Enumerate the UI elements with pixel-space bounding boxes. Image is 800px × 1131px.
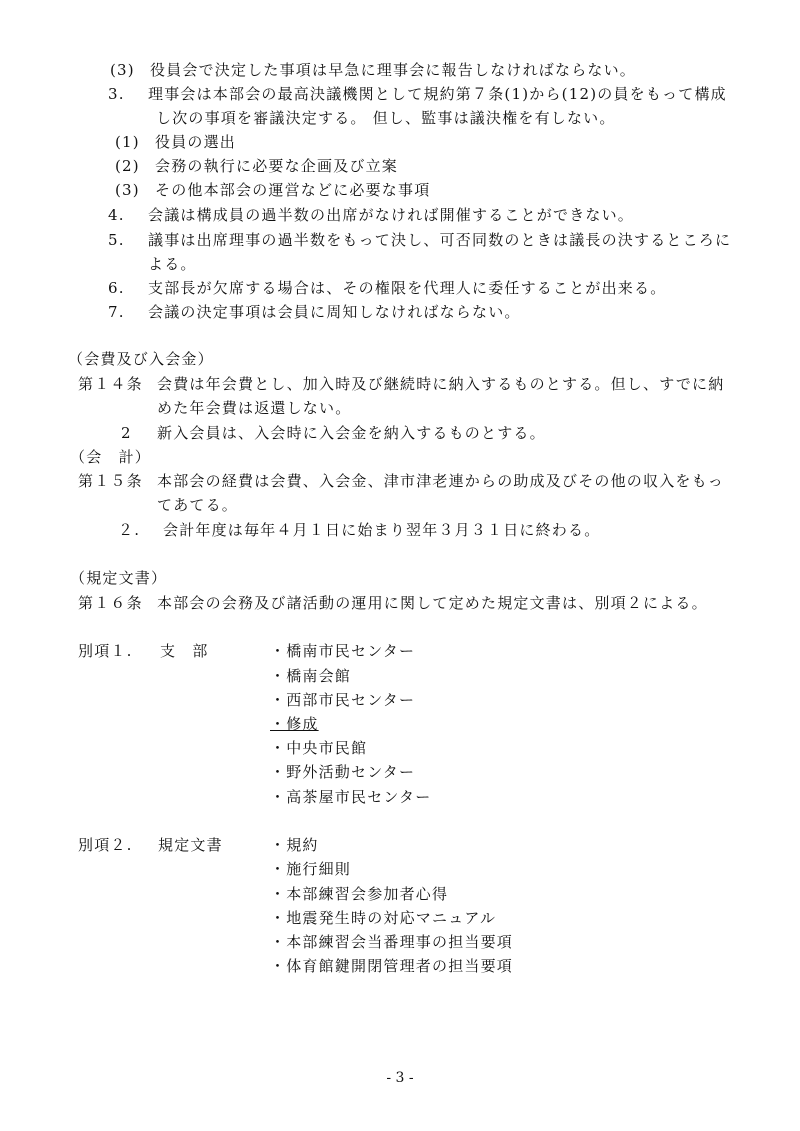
article-16-text: 本部会の会務及び諸活動の運用に関して定めた規定文書は、別項２による。 <box>157 594 708 612</box>
sub-item-1-number: (1) <box>115 133 140 151</box>
article-15-line-1: 本部会の経費は会費、入会金、津市津老連からの助成及びその他の収入をもっ <box>157 472 725 490</box>
article-15-label: 第１５条 <box>78 472 143 490</box>
document-list-item: ・本部練習会参加者心得 <box>270 885 449 903</box>
page-number: - 3 - <box>386 1070 414 1086</box>
para-4-text: 会議は構成員の過半数の出席がなければ開催することができない。 <box>148 206 635 224</box>
article-15-para-2-number: ２. <box>118 521 141 539</box>
sub-item-1-text: 役員の選出 <box>155 133 237 151</box>
branch-list-item: ・橋南会館 <box>270 667 352 685</box>
appendix-1-label: 別項１. <box>78 642 133 660</box>
document-list-item: ・本部練習会当番理事の担当要項 <box>270 933 514 951</box>
appendix-2-label: 別項２. <box>78 836 133 854</box>
branch-list-item: ・橋南市民センター <box>270 642 416 660</box>
section-15-heading: （会 計） <box>70 448 152 466</box>
para-6-text: 支部長が欠席する場合は、その権限を代理人に委任することが出来る。 <box>148 279 667 297</box>
article-14-label: 第１４条 <box>78 375 143 393</box>
appendix-2-title: 規定文書 <box>158 836 223 854</box>
document-list-item: ・地震発生時の対応マニュアル <box>270 909 497 927</box>
para-5-number: 5. <box>108 231 125 249</box>
article-15-para-2-text: 会計年度は毎年４月１日に始まり翌年３月３１日に終わる。 <box>163 521 601 539</box>
branch-list-item: ・野外活動センター <box>270 763 416 781</box>
item-3-text: 役員会で決定した事項は早急に理事会に報告しなければならない。 <box>150 61 637 79</box>
sub-item-3-text: その他本部会の運営などに必要な事項 <box>155 181 431 199</box>
para-7-text: 会議の決定事項は会員に周知しなければならない。 <box>148 303 521 321</box>
para-7-number: 7. <box>108 303 125 321</box>
document-list-item: ・施行細則 <box>270 860 352 878</box>
para-5-line-2: よる。 <box>148 255 197 273</box>
document-list-item: ・規約 <box>270 836 319 854</box>
section-16-heading: （規定文書） <box>70 569 168 587</box>
sub-item-3-number: (3) <box>115 181 140 199</box>
item-3-number: (3) <box>110 61 135 79</box>
article-14-line-2: めた年会費は返還しない。 <box>157 399 352 417</box>
branch-list-item: ・修成 <box>270 715 319 733</box>
para-3-line-2: し次の事項を審議決定する。 但し、監事は議決権を有しない。 <box>156 109 616 127</box>
appendix-1-title: 支 部 <box>160 642 209 660</box>
branch-list-item: ・西部市民センター <box>270 691 416 709</box>
document-list-item: ・体育館鍵開閉管理者の担当要項 <box>270 957 514 975</box>
branch-list-item: ・高茶屋市民センター <box>270 788 432 806</box>
para-3-line-1: 理事会は本部会の最高決議機関として規約第７条(1)から(12)の員をもって構成 <box>148 85 727 103</box>
para-5-line-1: 議事は出席理事の過半数をもって決し、可否同数のときは議長の決するところに <box>148 231 732 249</box>
para-4-number: 4. <box>108 206 125 224</box>
sub-item-2-number: (2) <box>115 157 140 175</box>
section-14-heading: （会費及び入会金） <box>68 350 214 368</box>
article-16-label: 第１６条 <box>78 594 143 612</box>
article-15-line-2: てあてる。 <box>157 496 239 514</box>
article-14-para-2-text: 新入会員は、入会時に入会金を納入するものとする。 <box>157 424 546 442</box>
sub-item-2-text: 会務の執行に必要な企画及び立案 <box>155 157 399 175</box>
article-14-para-2-number: 2 <box>121 424 132 442</box>
branch-list-item: ・中央市民館 <box>270 739 368 757</box>
para-3-number: 3. <box>108 85 125 103</box>
article-14-line-1: 会費は年会費とし、加入時及び継続時に納入するものとする。但し、すでに納 <box>157 375 725 393</box>
para-6-number: 6. <box>108 279 125 297</box>
